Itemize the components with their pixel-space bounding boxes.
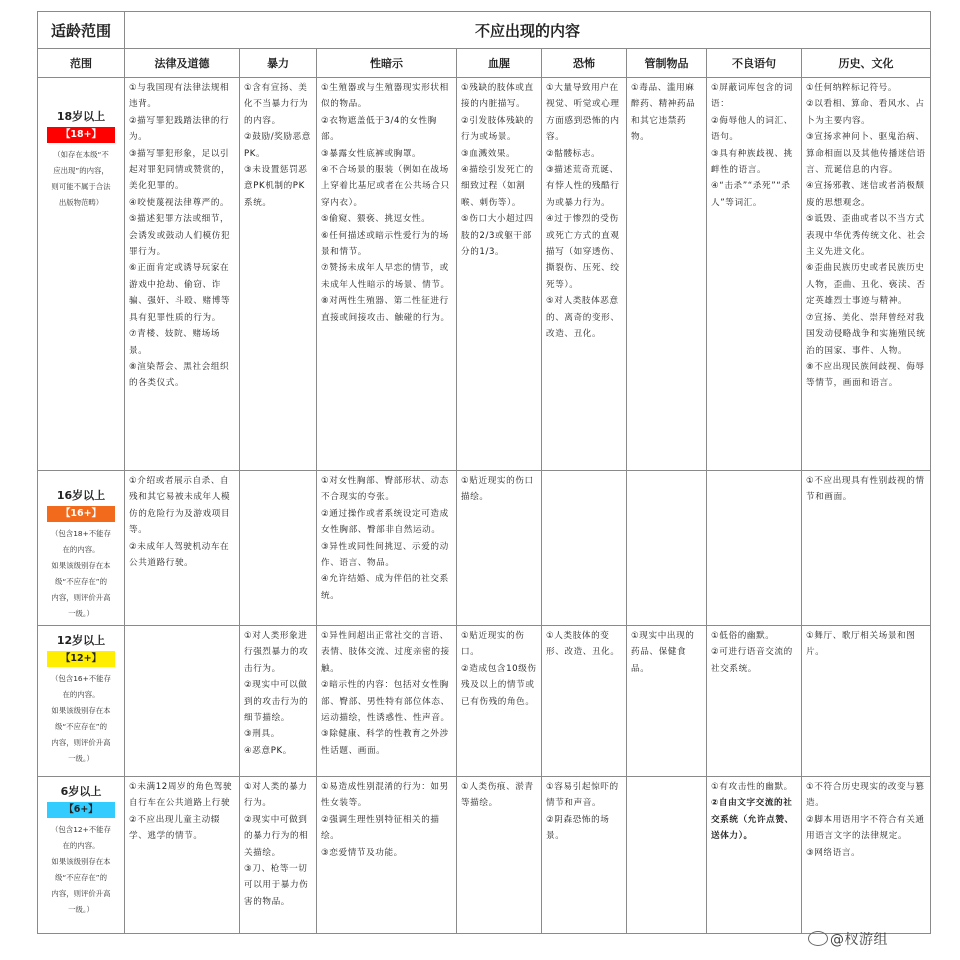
rating-note: 一级。） xyxy=(68,754,94,763)
rule-item: ①不符合历史现实的改变与篡造。 xyxy=(806,782,925,809)
age-label: 16岁以上 xyxy=(56,489,106,502)
rule-item: ④描绘引发死亡的细致过程（如割喉、刺伤等）。 xyxy=(461,165,534,208)
rule-item: ②可进行语音交流的社交系统。 xyxy=(711,647,793,674)
content-cell xyxy=(125,777,240,934)
rule-item: ②未成年人驾驶机动车在公共道路行驶。 xyxy=(129,541,230,569)
watermark xyxy=(808,929,888,949)
rule-item: ②不应出现儿童主动辍学、逃学的情节。 xyxy=(129,814,221,842)
rule-item: ③血溅效果。 xyxy=(461,148,516,159)
content-cell xyxy=(240,777,317,934)
age-label: 6岁以上 xyxy=(60,785,102,798)
rule-item: ④宣扬邪教、迷信或者消极颓废的思想观念。 xyxy=(806,181,925,208)
age-range-cell xyxy=(38,471,125,626)
rule-item: ①异性间超出正常社交的言语、表情、肢体交流、过度亲密的接触。 xyxy=(321,631,450,674)
content-title: 不应出现的内容 xyxy=(125,12,931,49)
content-cell xyxy=(707,626,802,777)
rule-item: ③除健康、科学的性教育之外涉性话题、画面。 xyxy=(321,729,449,756)
rule-item: ④“击杀”“杀死”“杀人”等词汇。 xyxy=(711,181,791,208)
rating-note: （包含18+不能存 xyxy=(51,529,111,538)
table-row xyxy=(38,626,931,777)
age-label: 18岁以上 xyxy=(56,110,106,123)
rule-item: ⑧不应出现民族间歧视、侮辱等情节，画面和语言。 xyxy=(806,361,925,389)
rule-item: ③未设置惩罚恶意PK机制的PK系统。 xyxy=(244,165,308,208)
content-cell xyxy=(707,777,802,934)
rule-item: ②骷髅标志。 xyxy=(546,148,601,159)
rule-item: ①现实中出现的药品、保健食品。 xyxy=(631,631,695,674)
rule-item: ②自由文字交流的社交系统（允许点赞、送体力）。 xyxy=(711,798,794,842)
rule-item: ②侮辱他人的词汇、语句。 xyxy=(711,115,793,143)
age-range-cell xyxy=(38,777,125,934)
content-cell xyxy=(240,471,317,626)
rating-note: 如果该级别存在本 xyxy=(51,706,111,715)
content-cell xyxy=(802,471,931,626)
rule-item: ②以看相、算命、看风水、占卜为主要内容。 xyxy=(806,99,925,126)
rating-note: 出版物范畴） xyxy=(58,198,104,207)
rating-note: （包含16+不能存 xyxy=(51,674,111,683)
rule-item: ⑧对两性生殖器、第二性征进行直接或间接攻击、触碰的行为。 xyxy=(321,296,450,323)
rating-note: 在的内容。 xyxy=(62,545,100,554)
age-label: 12岁以上 xyxy=(56,634,106,647)
column-header: 不良语句 xyxy=(707,49,802,78)
rule-item: ①毒品、滥用麻醉药、精神药品和其它违禁药物。 xyxy=(631,83,696,143)
rule-item: ②衣物遮盖低于3/4的女性胸部。 xyxy=(321,115,437,143)
rule-item: ③宣扬求神问卜、驱鬼治病、算命相面以及其他传播迷信语言、荒诞信息的内容。 xyxy=(806,132,926,176)
rule-item: ③刀、枪等一切可以用于暴力伤害的物品。 xyxy=(244,864,309,907)
rating-note: 应出现”的内容， xyxy=(53,166,109,175)
rating-note: 在的内容。 xyxy=(62,841,100,850)
rule-item: ③刑具。 xyxy=(244,729,280,740)
rating-note: 如果该级别存在本 xyxy=(51,561,111,570)
rule-item: ③描写罪犯形象，足以引起对罪犯同情或赞赏的，美化犯罪的。 xyxy=(129,148,231,192)
rule-item: ①介绍或者展示自杀、自残和其它易被未成年人模仿的危险行为及游戏项目等。 xyxy=(129,476,231,536)
rule-item: ①贴近现实的伤口描绘。 xyxy=(461,476,534,503)
rule-item: ①任何纳粹标记符号。 xyxy=(806,83,898,93)
age-range-cell xyxy=(38,78,125,471)
watermark-text: @杈游组 xyxy=(830,932,888,948)
rating-note: 级“不应存在”的 xyxy=(54,722,107,731)
rating-note: 则可能不属于合法 xyxy=(51,182,111,191)
rule-item: ①屏蔽词库包含的词语： xyxy=(711,83,793,110)
content-cell xyxy=(627,471,707,626)
column-header: 暴力 xyxy=(240,49,317,78)
rule-item: ①对人类的暴力行为。 xyxy=(244,782,308,809)
rule-item: ①人类伤痕、淤青等描绘。 xyxy=(461,782,534,809)
rule-item: ③具有种族歧视、挑衅性的语言。 xyxy=(711,148,793,176)
age-range-cell xyxy=(38,626,125,777)
table-row xyxy=(38,78,931,471)
rule-item: ④咬使蔑视法律尊严的。 xyxy=(129,197,230,208)
title-row xyxy=(38,12,931,49)
rating-note: 在的内容。 xyxy=(62,690,100,699)
rule-item: ①有攻击性的幽默。 xyxy=(711,782,793,792)
rule-item: ①残缺的肢体或直接的内脏描写。 xyxy=(461,83,534,110)
rule-item: ②现实中可做到的暴力行为的相关描绘。 xyxy=(244,814,309,858)
rule-item: ③恋爱情节及功能。 xyxy=(321,847,403,858)
content-cell xyxy=(317,471,457,626)
content-cell xyxy=(317,626,457,777)
rule-item: ⑦宣扬、美化、崇拜曾经对我国发动侵略战争和实施殖民统治的国家、事件、人物。 xyxy=(806,312,926,356)
rating-badge: 【6+】 xyxy=(47,802,114,818)
rating-note: 如果该级别存在本 xyxy=(51,857,111,866)
rating-note: 一级。） xyxy=(68,905,94,914)
rule-item: ①对女性胸部、臀部形状、动态不合现实的夸张。 xyxy=(321,476,449,503)
rule-item: ⑤对人类肢体恶意的、离奇的变形、改造、丑化。 xyxy=(546,296,620,340)
column-header: 历史、文化 xyxy=(802,49,931,78)
rule-item: ②造成包含10级伤残及以上的情节或已有伤残的角色。 xyxy=(461,663,537,707)
content-cell xyxy=(802,626,931,777)
rule-item: ②暗示性的内容：包括对女性胸部、臀部、男性特有部位体态、运动描绘，性诱惑性、性声音。 xyxy=(321,680,450,724)
age-range-title: 适龄范围 xyxy=(38,12,125,49)
content-cell xyxy=(802,78,931,471)
rule-item: ①容易引起惊吓的情节和声音。 xyxy=(546,782,619,809)
rule-item: ⑥歪曲民族历史或者民族历史人物，歪曲、丑化、亵渎、否定英雄烈士事迹与精神。 xyxy=(806,263,926,307)
content-cell xyxy=(125,471,240,626)
content-cell xyxy=(707,78,802,471)
rating-badge: 【16+】 xyxy=(47,506,114,522)
rule-item: ③暴露女性底裤或胸罩。 xyxy=(321,148,422,159)
content-cell xyxy=(707,471,802,626)
rule-item: ①对人类形象进行强烈暴力的攻击行为。 xyxy=(244,631,309,674)
content-cell xyxy=(542,78,627,471)
rating-note: 内容，则评价升高 xyxy=(51,889,111,898)
rule-item: ②通过操作或者系统设定可造成女性胸部、臀部非自然运动。 xyxy=(321,508,449,536)
rule-item: ③描述荒奇荒诞、有悖人性的残酷行为或暴力行为。 xyxy=(546,165,620,208)
rule-item: ⑦赞扬未成年人早恋的情节，或未成年人性暗示的场景、情节。 xyxy=(321,263,450,290)
rule-item: ②引发肢体残缺的行为或场景。 xyxy=(461,115,534,143)
column-header: 法律及道德 xyxy=(125,49,240,78)
rule-item: ①低俗的幽默。 xyxy=(711,631,775,641)
column-header: 性暗示 xyxy=(317,49,457,78)
column-header: 恐怖 xyxy=(542,49,627,78)
rating-badge: 【12+】 xyxy=(47,651,114,667)
content-cell xyxy=(125,626,240,777)
content-cell xyxy=(627,777,707,934)
content-cell xyxy=(542,626,627,777)
content-cell xyxy=(457,626,542,777)
rule-item: ①舞厅、歌厅相关场景和图片。 xyxy=(806,631,916,658)
rule-item: ①生殖器或与生殖器现实形状相似的物品。 xyxy=(321,83,449,110)
rating-note: 级“不应存在”的 xyxy=(54,873,107,882)
rule-item: ③异性或同性间挑逗、示爱的动作、语言、物品。 xyxy=(321,541,449,569)
rule-item: ④过于惨烈的受伤或死亡方式的直观描写（如穿透伤、撕裂伤、压死、绞死等）。 xyxy=(546,214,620,290)
rule-item: ①与我国现有法律法规相违背。 xyxy=(129,83,230,110)
rating-note: 内容，则评价升高 xyxy=(51,738,111,747)
content-cell xyxy=(317,78,457,471)
column-header: 范围 xyxy=(38,49,125,78)
rule-item: ①贴近现实的伤口。 xyxy=(461,631,525,658)
content-cell xyxy=(627,78,707,471)
rule-item: ⑤诋毁、歪曲或者以不当方式表现中华优秀传统文化、社会主义先进文化。 xyxy=(806,214,926,258)
column-header-row xyxy=(38,49,931,78)
content-cell xyxy=(240,78,317,471)
content-cell xyxy=(542,471,627,626)
rule-item: ④不合场景的服装（例如在战场上穿着比基尼或者在公共场合只穿内衣）。 xyxy=(321,165,450,208)
column-header: 管制物品 xyxy=(627,49,707,78)
rating-note: （包含12+不能存 xyxy=(51,825,111,834)
rule-item: ⑤伤口大小超过四肢的2/3或躯干部分的1/3。 xyxy=(461,214,534,258)
content-cell xyxy=(457,777,542,934)
rating-note: 一级。） xyxy=(68,609,94,618)
rating-note: 级“不应存在”的 xyxy=(54,577,107,586)
rule-item: ②鼓励/奖励恶意PK。 xyxy=(244,132,311,159)
rule-item: ②描写罪犯践踏法律的行为。 xyxy=(129,115,230,143)
content-cell xyxy=(317,777,457,934)
rule-item: ⑤偷窥、猥亵、挑逗女性。 xyxy=(321,214,431,225)
content-cell xyxy=(627,626,707,777)
rule-item: ②脚本用语用字不符合有关通用语言文字的法律规定。 xyxy=(806,814,925,842)
rating-badge: 【18+】 xyxy=(47,127,114,143)
rule-item: ⑦青楼、妓院、赌场场景。 xyxy=(129,329,221,356)
rating-table xyxy=(37,11,931,934)
rule-item: ④恶意PK。 xyxy=(244,745,292,756)
content-cell xyxy=(457,78,542,471)
weibo-icon xyxy=(808,931,828,946)
table-row xyxy=(38,471,931,626)
content-cell xyxy=(457,471,542,626)
rule-item: ①不应出现具有性别歧视的情节和画面。 xyxy=(806,476,925,503)
table-row xyxy=(38,777,931,934)
rule-item: ③网络语言。 xyxy=(806,847,861,858)
rule-item: ⑧渲染帮会、黑社会组织的各类仪式。 xyxy=(129,361,230,389)
content-cell xyxy=(240,626,317,777)
rule-item: ⑥正面肯定或诱导玩家在游戏中抢劫、偷窃、诈骗、强奸、斗殴、赌博等具有犯罪性质的行为。 xyxy=(129,263,231,323)
rating-note: （如存在本级“不 xyxy=(53,150,109,159)
rule-item: ②强调生理性别特征相关的描绘。 xyxy=(321,814,440,842)
rule-item: ②阴森恐怖的场景。 xyxy=(546,814,610,842)
rule-item: ⑥任何描述或暗示性爱行为的场景和情节。 xyxy=(321,230,449,258)
rule-item: ①未满12周岁的角色驾驶自行车在公共道路上行驶 xyxy=(129,782,233,809)
rule-item: ①含有宣扬、美化不当暴力行为的内容。 xyxy=(244,83,309,126)
content-cell xyxy=(542,777,627,934)
rule-item: ①大量导致用户在视觉、听觉或心理方面感到恐怖的内容。 xyxy=(546,83,620,143)
rule-item: ⑤描述犯罪方法或细节，会诱发或鼓动人们模仿犯罪行为。 xyxy=(129,214,231,258)
rule-item: ①人类肢体的变形、改造、丑化。 xyxy=(546,631,620,658)
rule-item: ②现实中可以做到的攻击行为的细节描绘。 xyxy=(244,680,309,724)
content-cell xyxy=(802,777,931,934)
rule-item: ①易造成性别混淆的行为：如男性女装等。 xyxy=(321,782,449,809)
content-cell xyxy=(125,78,240,471)
rule-item: ④允许结婚、成为伴侣的社交系统。 xyxy=(321,574,449,601)
column-header: 血腥 xyxy=(457,49,542,78)
rating-note: 内容，则评价升高 xyxy=(51,593,111,602)
